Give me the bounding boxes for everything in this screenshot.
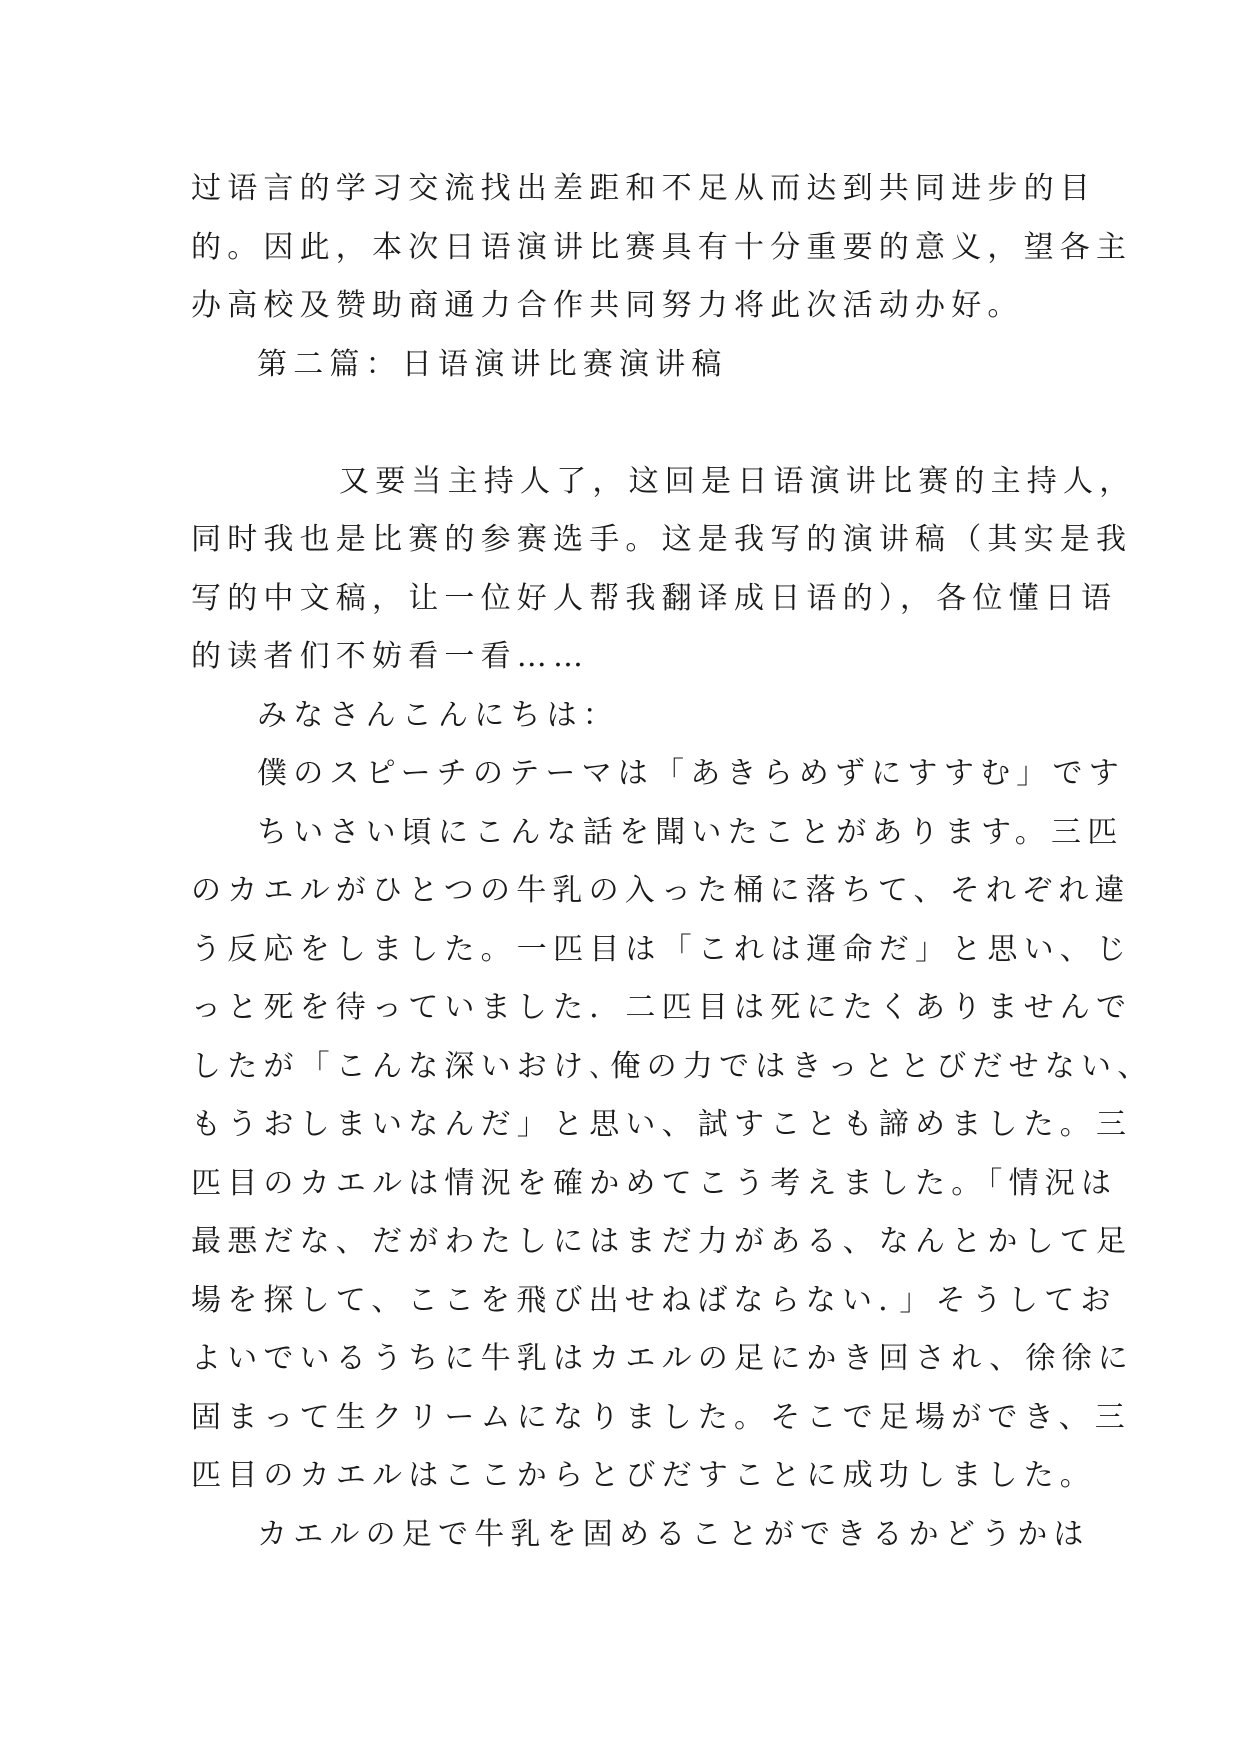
- text-line: ちいさい頃にこんな話を聞いたことがあります。三匹: [257, 814, 1124, 850]
- text-line: 又要当主持人了，这回是日语演讲比赛的主持人，: [339, 463, 1136, 499]
- text-line: っと死を待っていました．二匹目は死にたくありませんで: [191, 990, 1133, 1025]
- text-line: 办高校及赞助商通力合作共同努力将此次活动办好。: [191, 288, 1024, 323]
- text-line: 写的中文稿，让一位好人帮我翻译成日语的），各位懂日语: [191, 580, 1118, 616]
- text-line: 匹目のカエルはここからとびだすことに成功しました。: [191, 1458, 1096, 1493]
- text-line: 的读者们不妨看一看……: [191, 639, 590, 674]
- section-heading: 第二篇：日语演讲比赛演讲稿: [257, 346, 728, 382]
- greeting-line: みなさんこんにちは：: [257, 697, 619, 733]
- text-line: 同时我也是比赛的参赛选手。这是我写的演讲稿（其实是我: [191, 522, 1133, 557]
- text-line: 过语言的学习交流找出差距和不足从而达到共同进步的目: [191, 171, 1096, 206]
- text-line: したが「こんな深いおけ､俺の力ではきっととびだせない、: [191, 1048, 1154, 1084]
- text-line: もうおしまいなんだ」と思い、試すことも諦めました。三: [191, 1107, 1133, 1142]
- text-line: 匹目のカエルは情況を確かめてこう考えました。「情況は: [191, 1165, 1118, 1201]
- blank-line: [191, 394, 1061, 453]
- document-body: [191, 160, 1154, 1564]
- text-line: よいでいるうちに牛乳はカエルの足にかき回され、徐徐に: [191, 1341, 1134, 1376]
- text-line: 固まって生クリームになりました。そこで足場ができ、三: [191, 1399, 1131, 1435]
- text-line: 僕のスピーチのテーマは「あきらめずにすすむ」です: [257, 756, 1125, 791]
- text-line: カエルの足で牛乳を固めることができるかどうかは: [257, 1516, 1090, 1552]
- text-line: のカエルがひとつの牛乳の入った桶に落ちて、それぞれ違: [191, 873, 1131, 908]
- text-line: 場を探して、ここを飛び出せねばならない．」そうしてお: [191, 1282, 1117, 1318]
- text-line: う反応をしました。一匹目は「これは運命だ」と思い、じ: [191, 931, 1133, 967]
- text-line: 的。因此，本次日语演讲比赛具有十分重要的意义，望各主: [191, 229, 1133, 265]
- text-line: 最悪だな、だがわたしにはまだ力がある、なんとかして足: [191, 1224, 1133, 1259]
